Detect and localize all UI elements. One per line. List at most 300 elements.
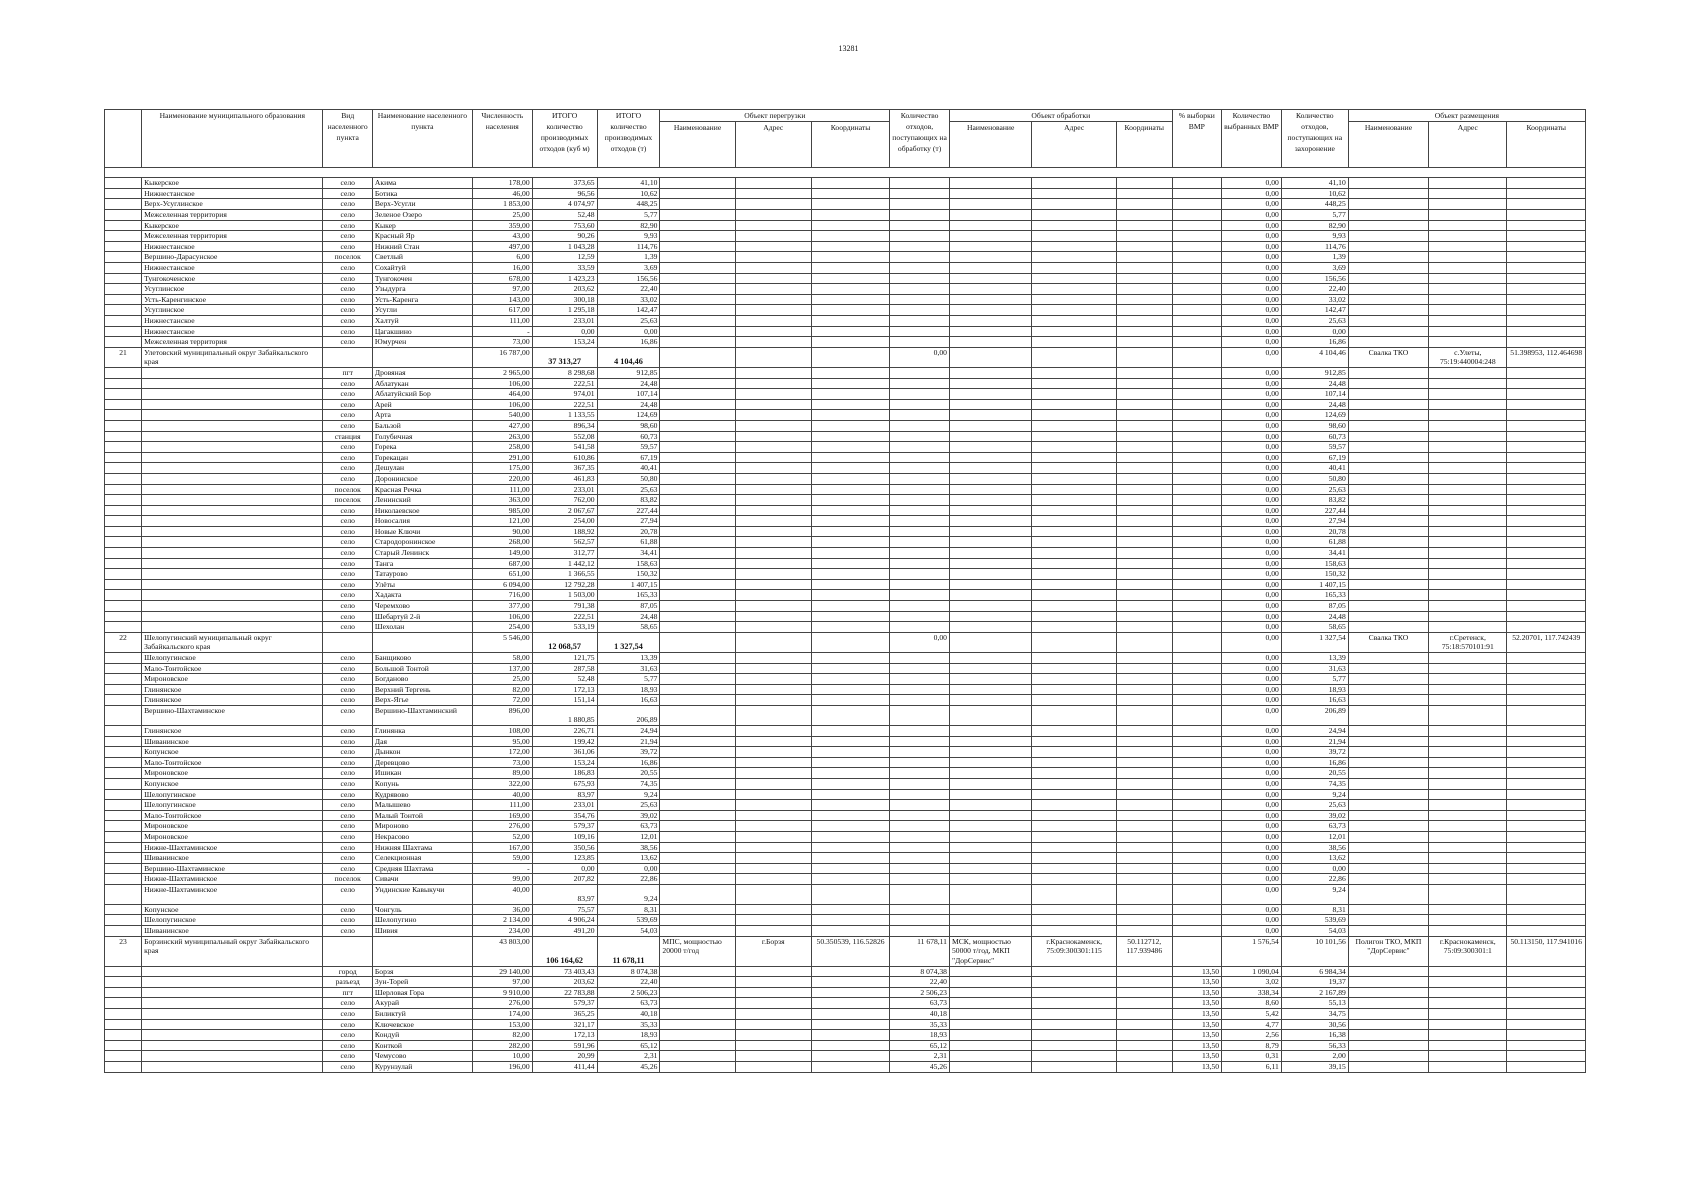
transfer-address-cell	[735, 747, 811, 758]
table-row	[105, 611, 1586, 622]
transfer-name-cell	[660, 420, 735, 431]
to-processing-cell	[890, 220, 950, 231]
settlement-type-cell: село	[323, 768, 372, 779]
placement-address-cell	[1429, 1062, 1507, 1073]
processing-name-cell	[949, 863, 1031, 874]
settlement-name-cell: Акима	[372, 178, 472, 189]
row-number	[105, 526, 142, 537]
placement-address-cell	[1429, 316, 1507, 327]
vmr-pct-cell	[1172, 273, 1221, 284]
processing-coords-cell	[1116, 463, 1172, 474]
settlement-type-cell: село	[323, 337, 372, 348]
transfer-name-cell	[660, 294, 735, 305]
settlement-name-cell: Шебартуй 2-й	[372, 611, 472, 622]
to-burial-cell: 20,78	[1281, 526, 1348, 537]
placement-coords-cell	[1507, 178, 1586, 189]
settlement-name-cell: Кондуй	[372, 1030, 472, 1041]
placement-name-cell	[1348, 800, 1428, 811]
processing-coords-cell	[1116, 747, 1172, 758]
total-t-cell: 50,80	[597, 473, 660, 484]
vmr-pct-cell: 13,50	[1172, 987, 1221, 998]
total-m3-cell: 233,01	[532, 800, 597, 811]
row-number	[105, 463, 142, 474]
placement-address-cell	[1429, 252, 1507, 263]
processing-name-cell	[949, 611, 1031, 622]
settlement-name-cell: Банщиково	[372, 653, 472, 664]
placement-name-cell	[1348, 463, 1428, 474]
placement-address-cell	[1429, 284, 1507, 295]
header-municipality: Наименование муниципального образования	[142, 110, 323, 168]
to-burial-cell: 58,65	[1281, 622, 1348, 633]
processing-name-cell	[949, 495, 1031, 506]
total-m3-cell: 222,51	[532, 399, 597, 410]
placement-address-cell	[1429, 915, 1507, 926]
population-cell: 73,00	[472, 337, 532, 348]
transfer-coords-cell	[811, 389, 889, 400]
processing-name-cell	[949, 484, 1031, 495]
placement-coords-cell	[1507, 389, 1586, 400]
population-cell: 52,00	[472, 831, 532, 842]
processing-name-cell	[949, 705, 1031, 725]
to-burial-cell: 39,15	[1281, 1062, 1348, 1073]
processing-coords-cell	[1116, 505, 1172, 516]
total-m3-cell: 675,93	[532, 778, 597, 789]
total-m3-cell: 1 366,55	[532, 569, 597, 580]
vmr-amount-cell: 8,60	[1222, 998, 1282, 1009]
vmr-amount-cell: 0,31	[1222, 1051, 1282, 1062]
total-m3-cell: 222,51	[532, 611, 597, 622]
transfer-address-cell	[735, 389, 811, 400]
vmr-pct-cell	[1172, 569, 1221, 580]
processing-name-cell	[949, 548, 1031, 559]
total-m3-cell: 22 783,88	[532, 987, 597, 998]
vmr-pct-cell	[1172, 378, 1221, 389]
row-number	[105, 294, 142, 305]
table-row	[105, 966, 1586, 977]
vmr-amount-cell: 0,00	[1222, 926, 1282, 937]
row-number	[105, 569, 142, 580]
vmr-amount-cell: 0,00	[1222, 601, 1282, 612]
processing-coords-cell	[1116, 399, 1172, 410]
settlement-name-cell: Вершино-Шахтаминский	[372, 705, 472, 725]
vmr-pct-cell	[1172, 579, 1221, 590]
total-t-cell: 24,48	[597, 611, 660, 622]
total-t-cell: 22,86	[597, 874, 660, 885]
row-number	[105, 757, 142, 768]
to-burial-cell: 158,63	[1281, 558, 1348, 569]
settlement-type-cell: село	[323, 821, 372, 832]
row-number	[105, 915, 142, 926]
table-row	[105, 199, 1586, 210]
total-m3-cell: 96,56	[532, 188, 597, 199]
placement-name-cell	[1348, 431, 1428, 442]
total-t-cell: 912,85	[597, 367, 660, 378]
processing-name-cell	[949, 853, 1031, 864]
municipality-cell	[142, 463, 323, 474]
processing-address-cell	[1032, 210, 1117, 221]
transfer-address-cell	[735, 611, 811, 622]
population-cell: 258,00	[472, 442, 532, 453]
placement-name-cell	[1348, 725, 1428, 736]
processing-coords-cell	[1116, 241, 1172, 252]
table-row	[105, 1040, 1586, 1051]
to-processing-cell	[890, 810, 950, 821]
total-t-cell: 39,02	[597, 810, 660, 821]
total-t-cell: 206,89	[597, 705, 660, 725]
to-burial-cell: 18,93	[1281, 684, 1348, 695]
placement-coords-cell	[1507, 473, 1586, 484]
placement-address-cell	[1429, 473, 1507, 484]
table-row	[105, 884, 1586, 904]
processing-name-cell	[949, 684, 1031, 695]
placement-address-cell	[1429, 966, 1507, 977]
total-t-cell: 63,73	[597, 821, 660, 832]
processing-address-cell	[1032, 548, 1117, 559]
placement-name-cell	[1348, 178, 1428, 189]
to-burial-cell: 83,82	[1281, 495, 1348, 506]
processing-coords-cell	[1116, 442, 1172, 453]
processing-name-cell	[949, 831, 1031, 842]
total-t-cell: 54,03	[597, 926, 660, 937]
municipality-cell: Копунское	[142, 747, 323, 758]
placement-name-cell	[1348, 526, 1428, 537]
total-m3-cell: 121,75	[532, 653, 597, 664]
placement-coords-cell	[1507, 273, 1586, 284]
total-t-cell: 21,94	[597, 736, 660, 747]
transfer-coords-cell	[811, 569, 889, 580]
total-t-cell: 20,55	[597, 768, 660, 779]
processing-address-cell	[1032, 473, 1117, 484]
processing-coords-cell	[1116, 695, 1172, 706]
to-processing-cell	[890, 569, 950, 580]
vmr-amount-cell: 0,00	[1222, 569, 1282, 580]
population-cell: 167,00	[472, 842, 532, 853]
transfer-name-cell	[660, 1019, 735, 1030]
placement-name-cell	[1348, 705, 1428, 725]
placement-name-cell	[1348, 904, 1428, 915]
population-cell: 46,00	[472, 188, 532, 199]
processing-coords-cell	[1116, 1040, 1172, 1051]
placement-address-cell	[1429, 789, 1507, 800]
placement-address-cell	[1429, 399, 1507, 410]
placement-coords-cell	[1507, 442, 1586, 453]
table-body	[105, 168, 1586, 1073]
table-row	[105, 399, 1586, 410]
processing-address-cell	[1032, 399, 1117, 410]
row-number	[105, 842, 142, 853]
table-row	[105, 590, 1586, 601]
settlement-type-cell: село	[323, 789, 372, 800]
vmr-amount-cell: 0,00	[1222, 252, 1282, 263]
processing-coords-cell	[1116, 1030, 1172, 1041]
total-t-cell: 27,94	[597, 516, 660, 527]
placement-coords-cell	[1507, 516, 1586, 527]
transfer-name-cell	[660, 863, 735, 874]
total-m3-cell: 4 906,24	[532, 915, 597, 926]
to-processing-cell	[890, 884, 950, 904]
processing-address-cell	[1032, 284, 1117, 295]
vmr-amount-cell: 0,00	[1222, 747, 1282, 758]
vmr-pct-cell	[1172, 810, 1221, 821]
vmr-amount-cell: 0,00	[1222, 420, 1282, 431]
transfer-address-cell	[735, 1040, 811, 1051]
settlement-name-cell: Курунзулай	[372, 1062, 472, 1073]
settlement-name-cell	[372, 347, 472, 367]
settlement-name-cell: Аблатуйский Бор	[372, 389, 472, 400]
processing-coords-cell	[1116, 220, 1172, 231]
placement-address-cell	[1429, 294, 1507, 305]
processing-coords-cell	[1116, 495, 1172, 506]
settlement-type-cell: село	[323, 725, 372, 736]
total-m3-cell: 321,17	[532, 1019, 597, 1030]
population-cell: 291,00	[472, 452, 532, 463]
to-processing-cell: 65,12	[890, 1040, 950, 1051]
to-burial-cell: 16,86	[1281, 337, 1348, 348]
processing-coords-cell	[1116, 736, 1172, 747]
vmr-pct-cell	[1172, 821, 1221, 832]
transfer-coords-cell	[811, 611, 889, 622]
processing-address-cell	[1032, 800, 1117, 811]
processing-address-cell	[1032, 653, 1117, 664]
settlement-name-cell: Верхний Тергень	[372, 684, 472, 695]
vmr-pct-cell	[1172, 367, 1221, 378]
settlement-type-cell: село	[323, 1051, 372, 1062]
placement-address-cell	[1429, 273, 1507, 284]
to-processing-cell	[890, 378, 950, 389]
vmr-amount-cell: 0,00	[1222, 579, 1282, 590]
processing-name-cell	[949, 284, 1031, 295]
settlement-name-cell: Аблатукан	[372, 378, 472, 389]
vmr-pct-cell	[1172, 505, 1221, 516]
total-m3-cell: 365,25	[532, 1009, 597, 1020]
municipality-cell	[142, 367, 323, 378]
population-cell: 220,00	[472, 473, 532, 484]
placement-name-cell	[1348, 653, 1428, 664]
vmr-amount-cell: 0,00	[1222, 273, 1282, 284]
to-processing-cell	[890, 736, 950, 747]
processing-coords-cell	[1116, 904, 1172, 915]
row-number: 22	[105, 632, 142, 652]
municipality-cell: Шиванинское	[142, 853, 323, 864]
total-t-cell: 25,63	[597, 484, 660, 495]
placement-address-cell	[1429, 800, 1507, 811]
processing-name-cell	[949, 842, 1031, 853]
processing-name-cell	[949, 884, 1031, 904]
placement-name-cell	[1348, 326, 1428, 337]
row-number	[105, 736, 142, 747]
placement-coords-cell	[1507, 926, 1586, 937]
placement-coords-cell	[1507, 789, 1586, 800]
to-processing-cell	[890, 590, 950, 601]
processing-name-cell	[949, 622, 1031, 633]
transfer-coords-cell	[811, 316, 889, 327]
municipality-cell	[142, 966, 323, 977]
header-transfer-name: Наименование	[660, 122, 735, 168]
placement-name-cell	[1348, 1009, 1428, 1020]
processing-name-cell	[949, 736, 1031, 747]
processing-name-cell	[949, 178, 1031, 189]
to-processing-cell	[890, 367, 950, 378]
transfer-coords-cell	[811, 505, 889, 516]
processing-coords-cell	[1116, 569, 1172, 580]
placement-address-cell	[1429, 420, 1507, 431]
transfer-address-cell	[735, 842, 811, 853]
header-settlement-type: Вид населенного пункта	[323, 110, 372, 168]
vmr-pct-cell	[1172, 241, 1221, 252]
table-row	[105, 178, 1586, 189]
vmr-amount-cell: 0,00	[1222, 884, 1282, 904]
placement-name-cell	[1348, 684, 1428, 695]
transfer-coords-cell	[811, 463, 889, 474]
municipality-cell: Глинянское	[142, 695, 323, 706]
processing-name-cell	[949, 1019, 1031, 1030]
processing-coords-cell	[1116, 263, 1172, 274]
processing-address-cell	[1032, 789, 1117, 800]
vmr-pct-cell	[1172, 420, 1221, 431]
transfer-coords-cell	[811, 263, 889, 274]
transfer-name-cell	[660, 263, 735, 274]
vmr-amount-cell: 0,00	[1222, 757, 1282, 768]
settlement-name-cell: Шивия	[372, 926, 472, 937]
total-t-cell: 1 407,15	[597, 579, 660, 590]
population-cell: 268,00	[472, 537, 532, 548]
processing-coords-cell	[1116, 601, 1172, 612]
transfer-name-cell	[660, 853, 735, 864]
total-t-cell: 5,77	[597, 674, 660, 685]
settlement-type-cell: город	[323, 966, 372, 977]
table-row	[105, 601, 1586, 612]
total-m3-cell: 75,57	[532, 904, 597, 915]
municipality-cell	[142, 601, 323, 612]
transfer-name-cell	[660, 505, 735, 516]
total-t-cell: 150,32	[597, 569, 660, 580]
settlement-type-cell: село	[323, 569, 372, 580]
vmr-amount-cell: 0,00	[1222, 810, 1282, 821]
total-m3-cell: 350,56	[532, 842, 597, 853]
settlement-type-cell: село	[323, 516, 372, 527]
processing-coords-cell	[1116, 378, 1172, 389]
total-m3-cell: 207,82	[532, 874, 597, 885]
placement-address-cell	[1429, 987, 1507, 998]
vmr-pct-cell	[1172, 632, 1221, 652]
transfer-name-cell	[660, 188, 735, 199]
waste-register-table	[104, 109, 1586, 1073]
total-t-cell: 18,93	[597, 1030, 660, 1041]
to-burial-cell: 0,00	[1281, 863, 1348, 874]
settlement-name-cell: Малый Тонтой	[372, 810, 472, 821]
to-burial-cell: 27,94	[1281, 516, 1348, 527]
vmr-pct-cell	[1172, 220, 1221, 231]
transfer-address-cell	[735, 452, 811, 463]
transfer-coords-cell	[811, 347, 889, 367]
processing-address-cell	[1032, 569, 1117, 580]
transfer-name-cell: МПС, мощностью 20000 т/год	[660, 936, 735, 966]
vmr-amount-cell: 0,00	[1222, 684, 1282, 695]
population-cell: 16,00	[472, 263, 532, 274]
transfer-address-cell	[735, 548, 811, 559]
header-population: Численность населения	[472, 110, 532, 168]
vmr-amount-cell: 0,00	[1222, 558, 1282, 569]
settlement-name-cell	[372, 936, 472, 966]
to-burial-cell: 1 407,15	[1281, 579, 1348, 590]
placement-coords-cell	[1507, 1009, 1586, 1020]
total-m3-cell: 90,26	[532, 231, 597, 242]
placement-name-cell	[1348, 210, 1428, 221]
processing-coords-cell	[1116, 389, 1172, 400]
vmr-pct-cell	[1172, 674, 1221, 685]
transfer-coords-cell	[811, 548, 889, 559]
placement-address-cell	[1429, 977, 1507, 988]
processing-name-cell	[949, 199, 1031, 210]
municipality-cell	[142, 548, 323, 559]
transfer-name-cell	[660, 1051, 735, 1062]
row-number	[105, 199, 142, 210]
total-t-cell: 9,24	[597, 884, 660, 904]
settlement-name-cell: Цагакшино	[372, 326, 472, 337]
transfer-coords-cell	[811, 1030, 889, 1041]
total-t-cell: 65,12	[597, 1040, 660, 1051]
settlement-name-cell: Шерловая Гора	[372, 987, 472, 998]
to-burial-cell: 9,93	[1281, 231, 1348, 242]
transfer-coords-cell	[811, 747, 889, 758]
vmr-pct-cell	[1172, 915, 1221, 926]
total-t-cell: 9,93	[597, 231, 660, 242]
vmr-amount-cell: 0,00	[1222, 316, 1282, 327]
to-processing-cell	[890, 316, 950, 327]
transfer-name-cell	[660, 220, 735, 231]
placement-address-cell	[1429, 231, 1507, 242]
placement-address-cell	[1429, 705, 1507, 725]
total-m3-cell: 300,18	[532, 294, 597, 305]
placement-name-cell	[1348, 420, 1428, 431]
transfer-coords-cell	[811, 410, 889, 421]
to-burial-cell: 24,48	[1281, 378, 1348, 389]
transfer-name-cell	[660, 569, 735, 580]
transfer-address-cell	[735, 778, 811, 789]
settlement-name-cell: Зеленое Озеро	[372, 210, 472, 221]
settlement-name-cell: Копунь	[372, 778, 472, 789]
transfer-coords-cell	[811, 326, 889, 337]
placement-address-cell	[1429, 601, 1507, 612]
municipality-cell: Мироновское	[142, 768, 323, 779]
placement-name-cell	[1348, 977, 1428, 988]
vmr-pct-cell	[1172, 484, 1221, 495]
table-row	[105, 810, 1586, 821]
vmr-pct-cell	[1172, 863, 1221, 874]
table-row	[105, 725, 1586, 736]
population-cell: 43 803,00	[472, 936, 532, 966]
processing-name-cell	[949, 1051, 1031, 1062]
municipality-cell: Нижне-Шахтаминское	[142, 884, 323, 904]
total-t-cell: 60,73	[597, 431, 660, 442]
to-burial-cell: 3,69	[1281, 263, 1348, 274]
transfer-coords-cell	[811, 874, 889, 885]
processing-address-cell	[1032, 674, 1117, 685]
to-processing-cell	[890, 663, 950, 674]
total-t-cell: 3,69	[597, 263, 660, 274]
placement-coords-cell	[1507, 725, 1586, 736]
total-m3-cell: 0,00	[532, 863, 597, 874]
population-cell: 82,00	[472, 1030, 532, 1041]
settlement-name-cell: Голубичная	[372, 431, 472, 442]
transfer-name-cell	[660, 810, 735, 821]
header-processing-address: Адрес	[1032, 122, 1117, 168]
to-processing-cell	[890, 199, 950, 210]
municipality-cell	[142, 611, 323, 622]
municipality-cell: Вершино-Шахтаминское	[142, 705, 323, 725]
placement-coords-cell	[1507, 874, 1586, 885]
row-number: 23	[105, 936, 142, 966]
